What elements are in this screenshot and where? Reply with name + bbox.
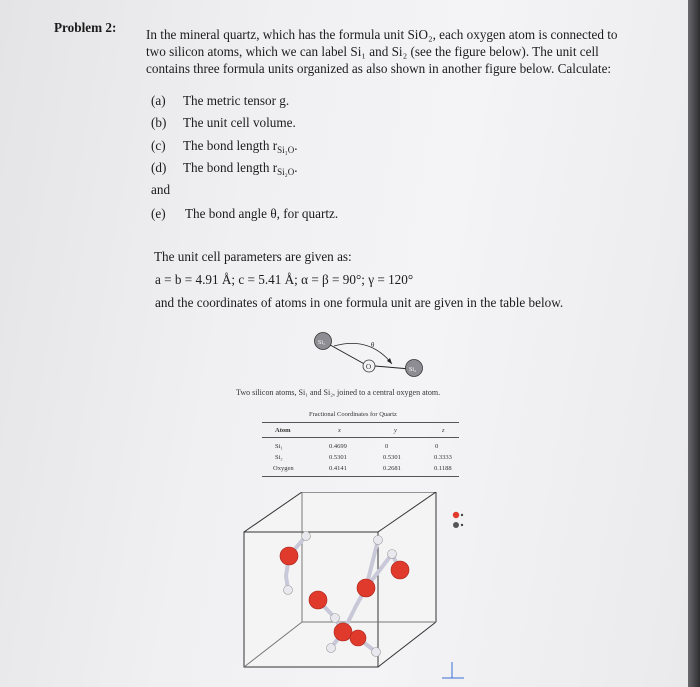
header-atom: Atom — [275, 427, 291, 434]
o-atom-2 — [309, 591, 327, 609]
si-atom-6 — [372, 648, 381, 657]
row1-y: 0 — [385, 443, 389, 450]
row3-z: 0.1188 — [434, 465, 452, 472]
item-e-text: The bond angle θ, for quartz. — [185, 206, 339, 221]
item-e-mark: (e) — [151, 206, 166, 221]
angle-arc — [334, 343, 392, 364]
page-edge-shadow — [688, 0, 700, 687]
si-atom-7 — [374, 536, 383, 545]
item-b-mark: (b) — [151, 115, 167, 130]
table-rule-bottom — [262, 476, 459, 477]
o-atom-4 — [391, 561, 409, 579]
table-title: Fractional Coordinates for Quartz — [309, 411, 397, 418]
problem-label: Problem 2: — [54, 20, 117, 35]
header-x: x — [338, 427, 341, 434]
item-d-text: The bond length $r_{Si_2O}$. — [183, 160, 298, 177]
item-a-mark: (a) — [151, 93, 166, 108]
figure1-caption: Two silicon atoms, Si₁ and Si₂, joined to a central oxygen atom. — [236, 388, 441, 397]
params-intro: The unit cell parameters are given as: — [154, 249, 352, 264]
params-outro: and the coordinates of atoms in one formula unit are given in the table below. — [155, 295, 564, 310]
table-rule-top — [262, 422, 459, 423]
row1-z: 0 — [435, 443, 439, 450]
intro-line-2: two silicon atoms, which we can label Si₁ and Si₂ (see the figure below). The unit cell — [146, 44, 599, 59]
si1-label: Si₁ — [318, 340, 326, 346]
params-line: a = b = 4.91 Å; c = 5.41 Å; α = β = 90°; γ = 120° — [155, 272, 414, 287]
row3-x: 0.4141 — [329, 465, 347, 472]
item-b-text: The unit cell volume. — [183, 115, 296, 130]
o-atom-3 — [357, 579, 375, 597]
item-d-mark: (d) — [151, 160, 167, 175]
header-z: z — [442, 427, 445, 434]
row3-atom: Oxygen — [273, 465, 294, 472]
item-a-text: The metric tensor g. — [183, 93, 290, 108]
si-atom-2 — [284, 586, 293, 595]
o-atom-1 — [280, 547, 298, 565]
si-atom-5 — [388, 550, 397, 559]
row2-y: 0.5301 — [383, 454, 401, 461]
si-atom-4 — [327, 644, 336, 653]
row1-x: 0.4699 — [329, 443, 347, 450]
si-atom-3 — [331, 614, 340, 623]
si-atom-1 — [302, 532, 311, 541]
item-c-text: The bond length $r_{Si_1O}$. — [183, 138, 298, 155]
bond-o-si2 — [375, 366, 410, 369]
o-atom-6 — [350, 630, 366, 646]
row2-x: 0.5301 — [329, 454, 347, 461]
row2-z: 0.3333 — [434, 454, 452, 461]
intro-line-3: contains three formula units organized as also shown in another figure below. Calculate: — [146, 61, 612, 76]
oxygen-label: O — [366, 363, 372, 371]
quartz-unit-cell — [240, 492, 470, 682]
si2-label: Si₂ — [409, 367, 417, 373]
table-rule-mid — [262, 437, 459, 438]
axes-glyph — [438, 658, 468, 682]
theta-label: θ — [371, 341, 375, 349]
row3-y: 0.2681 — [383, 465, 401, 472]
header-y: y — [394, 427, 397, 434]
row2-atom: Si₂ — [275, 454, 283, 461]
and-text: and — [151, 182, 171, 197]
si-o-si-diagram — [300, 326, 440, 378]
intro-line-1: In the mineral quartz, which has the formula unit SiO₂, each oxygen atom is connected to — [146, 27, 618, 42]
o-atom-5 — [334, 623, 352, 641]
row1-atom: Si₁ — [275, 443, 283, 450]
item-c-mark: (c) — [151, 138, 166, 153]
